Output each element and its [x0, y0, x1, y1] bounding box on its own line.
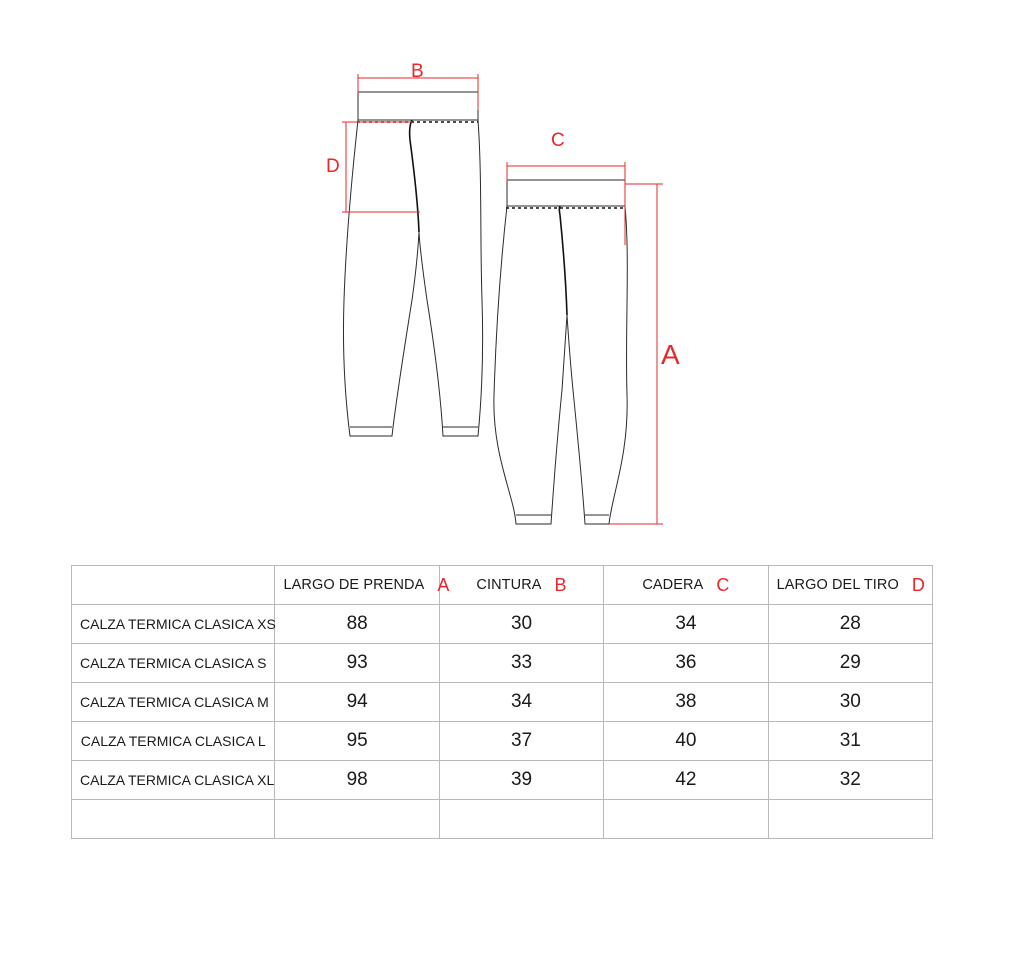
header-label: CINTURA [476, 577, 542, 593]
cell-cadera: 38 [604, 683, 768, 722]
cell-cadera: 36 [604, 644, 768, 683]
dimension-label-c: C [551, 130, 565, 151]
header-cell-blank [72, 566, 275, 605]
header-label: LARGO DEL TIRO [776, 577, 899, 593]
cell-largo-del-tiro: 32 [768, 761, 932, 800]
cell-largo-del-tiro: 30 [768, 683, 932, 722]
table-header-row [72, 566, 933, 605]
dimension-label-b: B [411, 61, 424, 82]
header-cell-largo-de-prenda [275, 566, 450, 605]
header-label: LARGO DE PRENDA [283, 577, 425, 593]
cell-cadera [604, 800, 768, 839]
dimension-lines [342, 74, 663, 524]
header-letter-d: D [911, 575, 925, 595]
table-row [72, 722, 933, 761]
cell-cadera: 40 [604, 722, 768, 761]
row-label: CALZA TERMICA CLASICA L [72, 722, 275, 761]
dimension-label-d: D [326, 156, 340, 177]
cell-cadera: 34 [604, 605, 768, 644]
row-label: CALZA TERMICA CLASICA S [72, 644, 275, 683]
cell-largo-del-tiro: 28 [768, 605, 932, 644]
header-label: CADERA [642, 577, 704, 593]
table-row [72, 683, 933, 722]
cell-largo-de-prenda: 98 [275, 761, 439, 800]
row-label: CALZA TERMICA CLASICA XS [72, 605, 275, 644]
cell-largo-de-prenda: 93 [275, 644, 439, 683]
row-label [72, 800, 275, 839]
header-letter-c: C [716, 575, 730, 595]
cell-cintura: 39 [439, 761, 603, 800]
dimension-label-a: A [661, 339, 680, 370]
header-letter-a: A [437, 575, 450, 595]
table-row [72, 761, 933, 800]
header-cell-largo-del-tiro [768, 566, 932, 605]
table-row [72, 605, 933, 644]
header-cell-cintura [439, 566, 603, 605]
cell-largo-de-prenda: 94 [275, 683, 439, 722]
size-chart-table [71, 565, 933, 839]
cell-largo-del-tiro: 29 [768, 644, 932, 683]
cell-largo-de-prenda [275, 800, 439, 839]
cell-largo-de-prenda: 95 [275, 722, 439, 761]
cell-cintura: 37 [439, 722, 603, 761]
cell-cintura: 33 [439, 644, 603, 683]
back-view-legging [494, 180, 627, 524]
row-label: CALZA TERMICA CLASICA XL [72, 761, 275, 800]
cell-cintura: 34 [439, 683, 603, 722]
header-cell-cadera [604, 566, 768, 605]
table-row [72, 800, 933, 839]
cell-cadera: 42 [604, 761, 768, 800]
row-label: CALZA TERMICA CLASICA M [72, 683, 275, 722]
cell-largo-del-tiro [768, 800, 932, 839]
cell-cintura: 30 [439, 605, 603, 644]
cell-largo-del-tiro: 31 [768, 722, 932, 761]
cell-cintura [439, 800, 603, 839]
header-letter-b: B [554, 575, 567, 595]
table-row [72, 644, 933, 683]
front-view-legging [343, 92, 482, 436]
cell-largo-de-prenda: 88 [275, 605, 439, 644]
